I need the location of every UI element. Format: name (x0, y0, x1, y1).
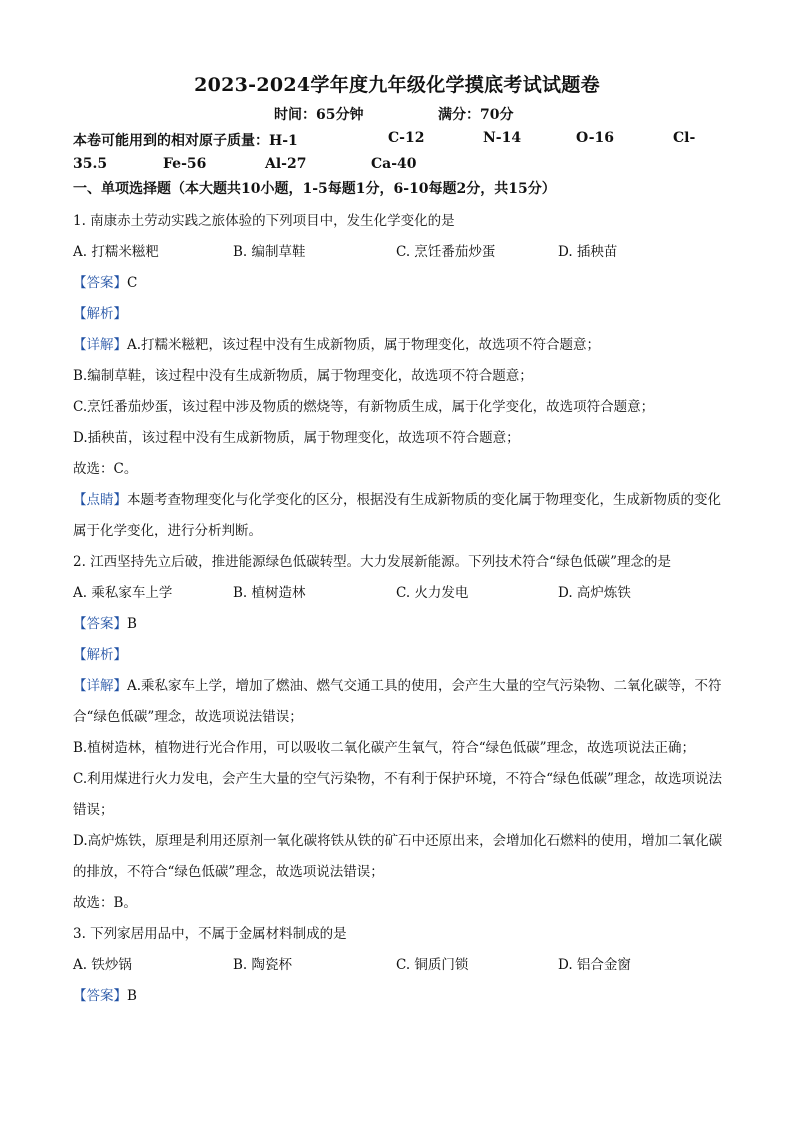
mass-item: 35.5 (73, 156, 108, 172)
option-d: D. 插秧苗 (558, 244, 618, 260)
mass-item: Cl- (673, 130, 696, 146)
question-options (73, 578, 723, 609)
mass-item: Ca-40 (371, 156, 417, 172)
questions-body (73, 206, 723, 1012)
answer-value: C (127, 275, 138, 291)
option-b: B. 编制草鞋 (233, 244, 306, 260)
choice-line: 故选：C。 (73, 461, 138, 477)
question-options (73, 950, 723, 981)
section-title: 一、单项选择题（本大题共10小题，1-5每题1分，6-10每题2分，共15分） (73, 181, 556, 197)
detail-text: A.乘私家车上学，增加了燃油、燃气交通工具的使用，会产生大量的空气污染物、二氧化碳等，不符合“绿色低碳”理念，故选项说法错误； (73, 678, 722, 725)
analysis-tag: 【解析】 (73, 306, 127, 322)
analysis-tag: 【解析】 (73, 647, 127, 663)
question-options (73, 237, 723, 268)
choice-line: 故选：B。 (73, 895, 137, 911)
detail-paragraph: D.高炉炼铁，原理是利用还原剂一氧化碳将铁从铁的矿石中还原出来，会增加化石燃料的使用，增加二氧化碳的排放，不符合“绿色低碳”理念，故选项说法错误； (73, 833, 723, 880)
answer-line (73, 609, 723, 640)
detail-text: A.打糯米糍粑，该过程中没有生成新物质，属于物理变化，故选项不符合题意； (127, 337, 601, 353)
mass-item: Fe-56 (163, 156, 207, 172)
comment-tag: 【点睛】 (73, 492, 127, 508)
masses-label: 本卷可能用到的相对原子质量：H-1 (73, 133, 298, 149)
option-a: A. 打糯米糍粑 (73, 244, 159, 260)
option-b: B. 陶瓷杯 (233, 957, 293, 973)
comment-text: 本题考查物理变化与化学变化的区分，根据没有生成新物质的变化属于物理变化，生成新物质的变化属于化学变化，进行分析判断。 (73, 492, 721, 539)
detail-line: B.植树造林，植物进行光合作用，可以吸收二氧化碳产生氧气，符合“绿色低碳”理念，故选项说法正确； (73, 740, 696, 756)
comment-paragraph (73, 485, 723, 547)
option-d: D. 铝合金窗 (558, 957, 631, 973)
detail-tag: 【详解】 (73, 337, 127, 353)
answer-line (73, 268, 723, 299)
mass-item: N-14 (483, 130, 522, 146)
mass-item: Al-27 (265, 156, 307, 172)
detail-tag: 【详解】 (73, 678, 127, 694)
answer-tag: 【答案】 (73, 275, 127, 291)
answer-value: B (127, 988, 137, 1004)
atomic-masses-row-1 (73, 130, 733, 156)
answer-line (73, 981, 723, 1012)
mass-item: O-16 (576, 130, 615, 146)
option-c: C. 烹饪番茄炒蛋 (396, 244, 496, 260)
atomic-masses (73, 130, 733, 182)
option-b: B. 植树造林 (233, 585, 306, 601)
option-a: A. 乘私家车上学 (73, 585, 173, 601)
detail-line: B.编制草鞋，该过程中没有生成新物质，属于物理变化，故选项不符合题意； (73, 368, 533, 384)
exam-time: 时间：65分钟 (274, 107, 364, 123)
answer-value: B (127, 616, 137, 632)
detail-line (73, 330, 723, 361)
detail-paragraph (73, 671, 723, 733)
exam-score: 满分：70分 (438, 107, 514, 123)
question-stem: 1. 南康赤土劳动实践之旅体验的下列项目中，发生化学变化的是 (73, 213, 455, 229)
detail-paragraph: C.利用煤进行火力发电，会产生大量的空气污染物，不有利于保护环境，不符合“绿色低碳”理念，故选项说法错误； (73, 771, 722, 818)
option-c: C. 铜质门锁 (396, 957, 469, 973)
question-stem: 2. 江西坚持先立后破，推进能源绿色低碳转型。大力发展新能源。下列技术符合“绿色低碳”理念的是 (73, 554, 671, 570)
question-stem: 3. 下列家居用品中，不属于金属材料制成的是 (73, 926, 347, 942)
detail-line: D.插秧苗，该过程中没有生成新物质，属于物理变化，故选项不符合题意； (73, 430, 520, 446)
page-title: 2023-2024学年度九年级化学摸底考试试题卷 (194, 74, 600, 96)
mass-item: C-12 (388, 130, 425, 146)
option-d: D. 高炉炼铁 (558, 585, 631, 601)
detail-line: C.烹饪番茄炒蛋，该过程中涉及物质的燃烧等，有新物质生成，属于化学变化，故选项符合题意； (73, 399, 655, 415)
option-a: A. 铁炒锅 (73, 957, 132, 973)
option-c: C. 火力发电 (396, 585, 469, 601)
answer-tag: 【答案】 (73, 616, 127, 632)
answer-tag: 【答案】 (73, 988, 127, 1004)
